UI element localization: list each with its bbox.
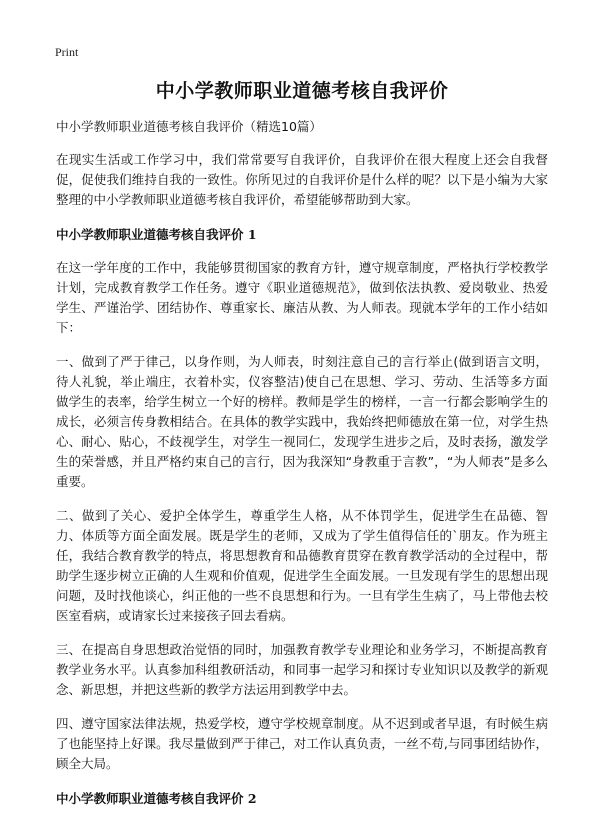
section-1-paragraph: 三、在提高自身思想政治觉悟的同时，加强教育教学专业理论和业务学习，不断提高教育教学业务水平。认真参加科组教研活动，和同事一起学习和探讨专业知识以及教学的新观念、新思想，并把这些新的教学方法运用到教学中去。 bbox=[56, 642, 548, 697]
section-1-paragraph: 四、遵守国家法律法规，热爱学校，遵守学校规章制度。从不迟到或者早退，有时候生病了也能坚持上好课。我尽量做到严于律己，对工作认真负责，一丝不苟,与同事团结协作，顾全大局。 bbox=[56, 716, 548, 771]
document-title: 中小学教师职业道德考核自我评价 bbox=[155, 80, 449, 102]
document-subtitle: 中小学教师职业道德考核自我评价（精选10篇） bbox=[56, 119, 322, 134]
print-link[interactable]: Print bbox=[55, 45, 79, 59]
intro-paragraph: 在现实生活或工作学习中，我们常常要写自我评价，自我评价在很大程度上还会自我督促，促使我们维持自我的一致性。你所见过的自我评价是什么样的呢？以下是小编为大家整理的中小学教师职业道德考核自我评价，希望能够帮助到大家。 bbox=[56, 152, 548, 207]
section-1-paragraph: 在这一学年度的工作中，我能够贯彻国家的教育方针，遵守规章制度，严格执行学校教学计划，完成教育教学工作任务。遵守《职业道德规范》，做到依法执教、爱岗敬业、热爱学生、严谨治学、团结协作、尊重家长、廉洁从教、为人师表。现就本学年的工作小结如下： bbox=[56, 260, 548, 335]
section-1-paragraph: 二、做到了关心、爱护全体学生，尊重学生人格，从不体罚学生，促进学生在品德、智力、体质等方面全面发展。既是学生的老师，又成为了学生值得信任的`朋友。作为班主任，我结合教育教学的特点，将思想教育和品德教育贯穿在教育教学活动的全过程中，帮助学生逐步树立正确的人生观和价值观，促进学生全面发展。一旦发现有学生的思想出现问题，及时找他谈心，纠正他的一些不良思想和行为。一旦有学生生病了，马上带他去校医室看病，或请家长过来接孩子回去看病。 bbox=[56, 508, 548, 623]
section-heading-1: 中小学教师职业道德考核自我评价 1 bbox=[56, 227, 257, 242]
section-1-paragraph: 一、做到了严于律己，以身作则，为人师表，时刻注意自己的言行举止(做到语言文明，待人礼貌，举止端庄，衣着朴实，仪容整洁)使自己在思想、学习、劳动、生活等多方面做学生的表率，给学生树立一个好的榜样。教师是学生的榜样，一言一行都会影响学生的成长，必须言传身教相结合。在具体的教学实践中，我始终把师德放在第一位，对学生热心、耐心、贴心，不歧视学生，对学生一视同仁，发现学生进步之后，及时表扬，激发学生的荣誉感，并且严格约束自己的言行，因为我深知“身教重于言教”，“为人师表”是多么重要。 bbox=[56, 354, 548, 489]
section-heading-2: 中小学教师职业道德考核自我评价 2 bbox=[56, 791, 257, 806]
document-page bbox=[56, 78, 548, 808]
